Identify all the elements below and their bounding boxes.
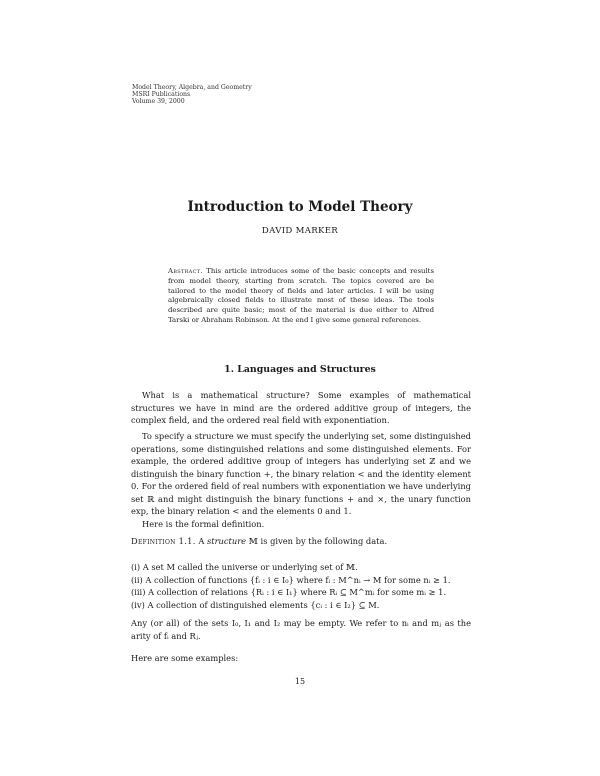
abstract-text: This article introduces some of the basic concepts and results from model theory, starting from scratch. The topics covered are be tailored to the model theory of fields and later articles. I will be using algebraically closed fields to illustrate most of these ideas. The tools described are quite basic; most of the material is due either to Alfred Tarski or Abraham Robinson. At the end I give some general references.	[168, 267, 434, 324]
abstract-label: Abstract.	[168, 267, 203, 275]
section-heading: 1. Languages and Structures	[224, 364, 376, 375]
paragraph-4	[131, 652, 471, 665]
definition-items	[131, 561, 476, 611]
definition-text-b: 𝕄 is given by the following data.	[248, 536, 388, 546]
paragraph-1	[131, 389, 471, 427]
journal-header	[132, 84, 252, 106]
list-item: (ii) A collection of functions {fᵢ : i ∈ I₀} where fᵢ : M^nᵢ → M for some nᵢ ≥ 1.	[131, 574, 451, 585]
definition-label: Definition 1.1.	[131, 536, 196, 546]
journal-publisher: MSRI Publications	[132, 91, 191, 99]
paragraph-4-text: Here are some examples:	[131, 653, 239, 663]
abstract	[168, 267, 434, 326]
definition-text-a: A	[198, 536, 205, 546]
list-item: (iii) A collection of relations {Rᵢ : i ∈ I₁} where Rᵢ ⊆ M^mᵢ for some mᵢ ≥ 1.	[131, 587, 447, 597]
paragraph-1-text: What is a mathematical structure? Some examples of mathematical structures we have in mind are the ordered additive group of integers, the complex field, and the ordered real field with exponentiation.	[131, 390, 471, 425]
definition	[131, 535, 471, 548]
page-number: 15	[294, 677, 306, 686]
paper-author: DAVID MARKER	[261, 226, 339, 236]
list-item: (i) A set M called the universe or underlying set of 𝕄.	[131, 562, 358, 572]
paragraph-3	[131, 617, 471, 642]
paragraph-3-text: Any (or all) of the sets I₀, I₁ and I₂ may be empty. We refer to nᵢ and mⱼ as the arity of fᵢ and Rⱼ.	[131, 618, 471, 641]
journal-series: Model Theory, Algebra, and Geometry	[132, 84, 252, 91]
paragraph-2-text: To specify a structure we must specify the underlying set, some distinguished operations, some distinguished relations and some distinguished elements. For example, the ordered additive group of integers has underlying set ℤ and we distinguish the binary function +, the binary relation < and the identity element 0. For the ordered field of real numbers with exponentiation we have underlying set ℝ and might distinguish the binary functions + and ×, the unary function exp, the binary relation < and the elements 0 and 1.	[131, 431, 471, 516]
list-item: (iv) A collection of distinguished elements {cᵢ : i ∈ I₂} ⊆ M.	[131, 599, 380, 610]
paragraph-2b-text: Here is the formal definition.	[142, 518, 265, 529]
paragraph-2	[131, 430, 471, 530]
paper-title: Introduction to Model Theory	[187, 199, 413, 215]
definition-term: structure	[206, 536, 247, 546]
journal-volume: Volume 39, 2000	[132, 98, 185, 106]
